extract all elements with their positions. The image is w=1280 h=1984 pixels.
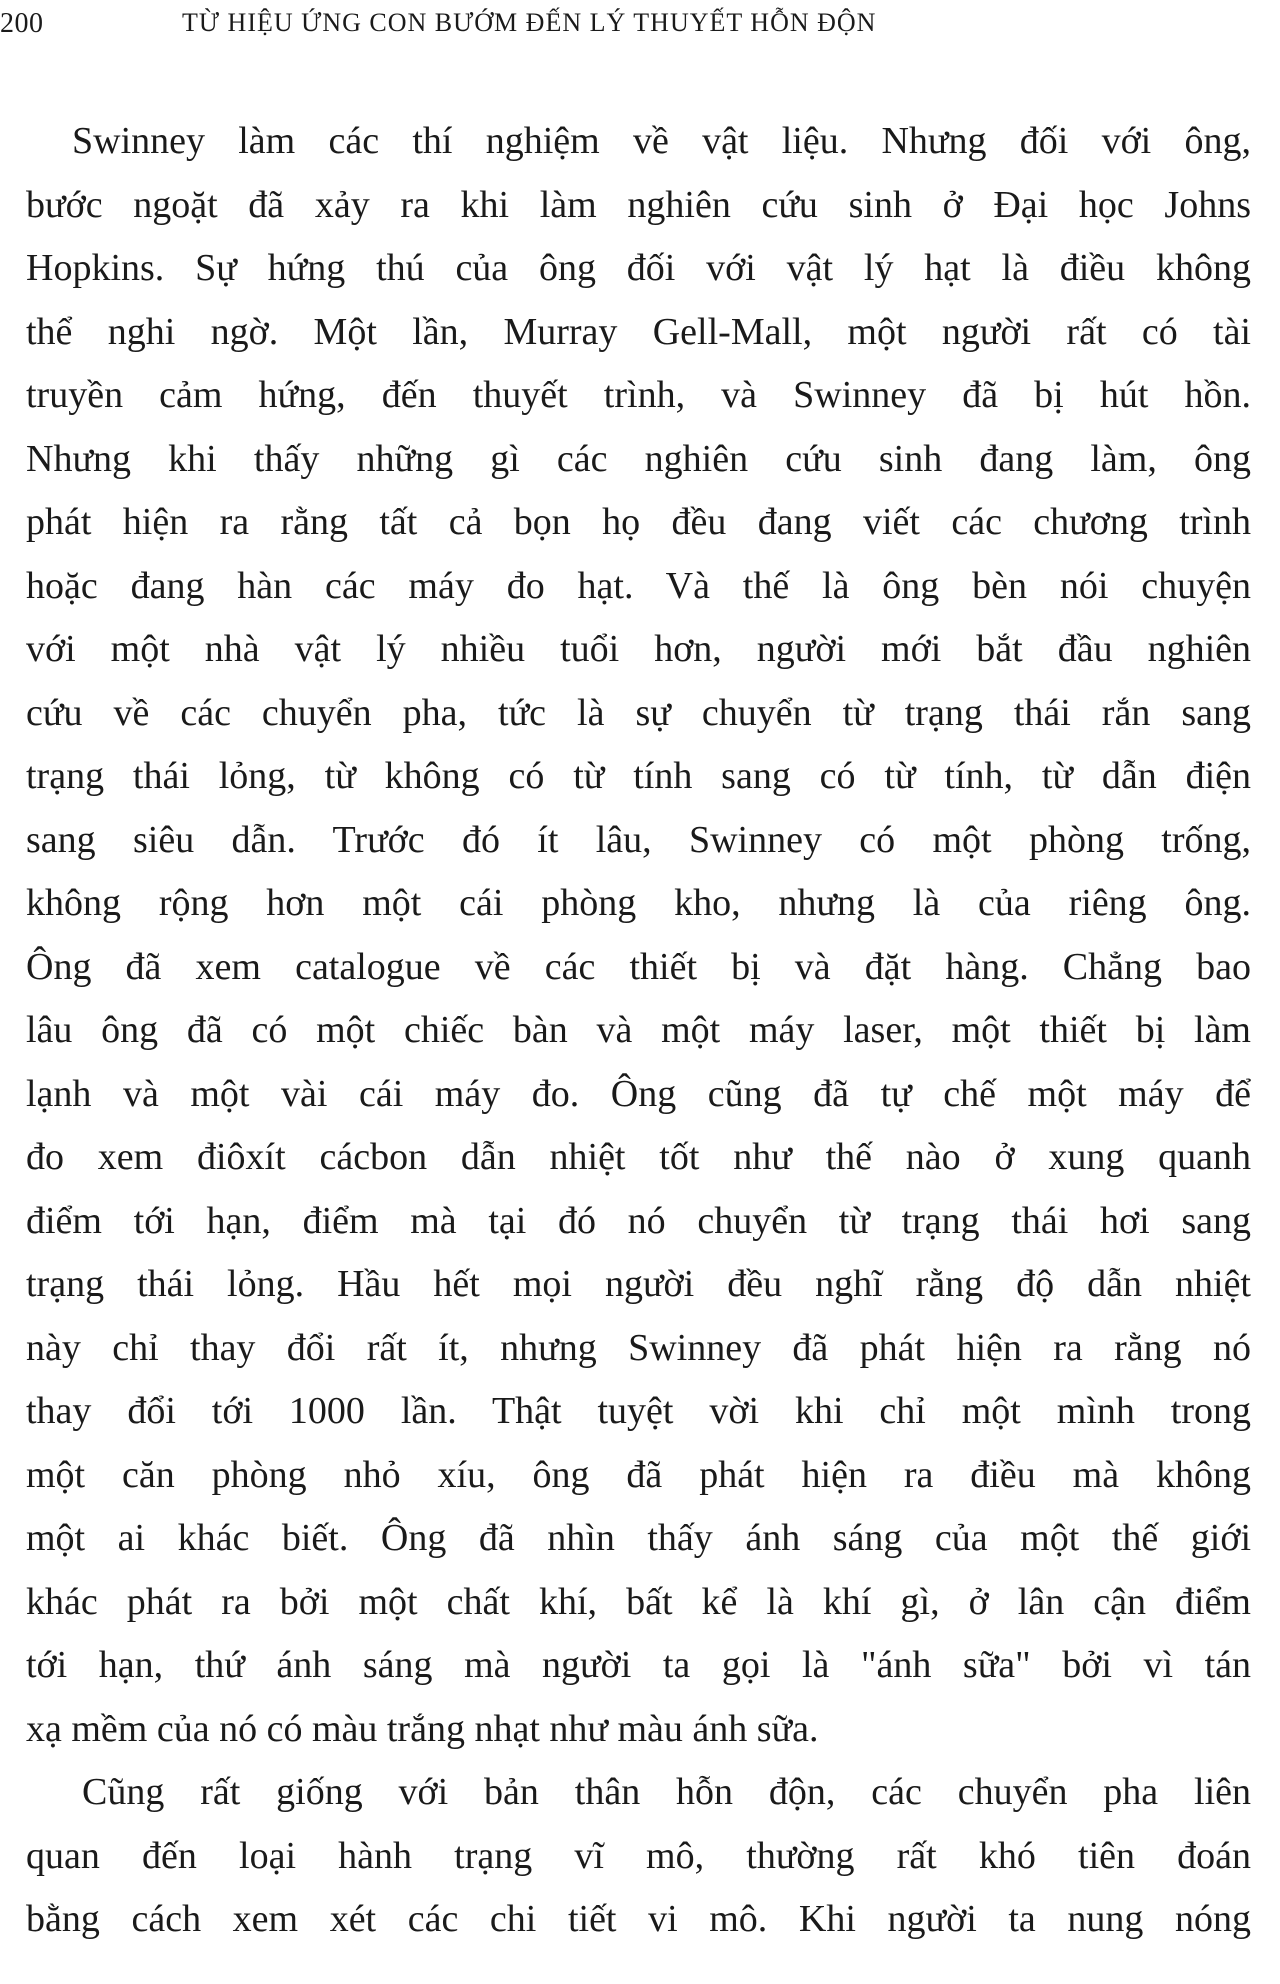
page-header bbox=[0, 8, 1160, 48]
text-line: Cũng rất giống với bản thân hỗn độn, các chuyển pha liên bbox=[82, 1771, 1251, 1813]
text-line: với một nhà vật lý nhiều tuổi hơn, người mới bắt đầu nghiên bbox=[26, 628, 1251, 670]
text-line: không rộng hơn một cái phòng kho, nhưng là của riêng ông. bbox=[26, 882, 1251, 924]
text-line: trạng thái lỏng, từ không có từ tính sang có từ tính, từ dẫn điện bbox=[26, 755, 1251, 797]
text-line: tới hạn, thứ ánh sáng mà người ta gọi là "ánh sữa" bởi vì tán bbox=[26, 1644, 1251, 1686]
text-line: này chỉ thay đổi rất ít, nhưng Swinney đã phát hiện ra rằng nó bbox=[26, 1326, 1251, 1369]
text-line: thay đổi tới 1000 lần. Thật tuyệt vời khi chỉ một mình trong bbox=[26, 1390, 1251, 1432]
text-line: hoặc đang hàn các máy đo hạt. Và thế là ông bèn nói chuyện bbox=[26, 564, 1251, 607]
text-line: phát hiện ra rằng tất cả bọn họ đều đang viết các chương trình bbox=[26, 501, 1251, 543]
text-line: Ông đã xem catalogue về các thiết bị và đặt hàng. Chẳng bao bbox=[26, 945, 1251, 988]
text-line: một căn phòng nhỏ xíu, ông đã phát hiện ra điều mà không bbox=[26, 1453, 1251, 1496]
text-line: đo xem điôxít cácbon dẫn nhiệt tốt như thế nào ở xung quanh bbox=[26, 1136, 1251, 1178]
text-line: cứu về các chuyển pha, tức là sự chuyển từ trạng thái rắn sang bbox=[26, 691, 1251, 734]
text-line: xạ mềm của nó có màu trắng nhạt như màu ánh sữa. bbox=[26, 1707, 819, 1750]
text-line: Hopkins. Sự hứng thú của ông đối với vật lý hạt là điều không bbox=[26, 247, 1251, 289]
paragraph bbox=[26, 110, 1251, 1761]
text-line: lạnh và một vài cái máy đo. Ông cũng đã tự chế một máy để bbox=[26, 1072, 1251, 1115]
text-line: sang siêu dẫn. Trước đó ít lâu, Swinney có một phòng trống, bbox=[26, 818, 1251, 861]
text-line: quan đến loại hành trạng vĩ mô, thường rất khó tiên đoán bbox=[26, 1834, 1251, 1877]
text-line: bước ngoặt đã xảy ra khi làm nghiên cứu sinh ở Đại học Johns bbox=[26, 183, 1251, 226]
body-text bbox=[26, 110, 1251, 1952]
page-number: 200 bbox=[0, 8, 44, 39]
text-line: khác phát ra bởi một chất khí, bất kể là khí gì, ở lân cận điểm bbox=[26, 1580, 1251, 1623]
text-line: thể nghi ngờ. Một lần, Murray Gell-Mall, một người rất có tài bbox=[26, 310, 1251, 353]
text-line: truyền cảm hứng, đến thuyết trình, và Swinney đã bị hút hồn. bbox=[26, 374, 1251, 416]
text-line: Nhưng khi thấy những gì các nghiên cứu sinh đang làm, ông bbox=[26, 437, 1251, 480]
text-line: Swinney làm các thí nghiệm về vật liệu. Nhưng đối với ông, bbox=[72, 120, 1251, 162]
text-line: một ai khác biết. Ông đã nhìn thấy ánh sáng của một thế giới bbox=[26, 1517, 1251, 1559]
paragraph bbox=[26, 1761, 1251, 1952]
text-line: điểm tới hạn, điểm mà tại đó nó chuyển từ trạng thái hơi sang bbox=[26, 1199, 1251, 1242]
text-line: trạng thái lỏng. Hầu hết mọi người đều nghĩ rằng độ dẫn nhiệt bbox=[26, 1263, 1251, 1305]
running-title: TỪ HIỆU ỨNG CON BƯỚM ĐẾN LÝ THUYẾT HỖN ĐỘN bbox=[182, 8, 877, 37]
text-line: lâu ông đã có một chiếc bàn và một máy laser, một thiết bị làm bbox=[26, 1009, 1251, 1051]
text-line: bằng cách xem xét các chi tiết vi mô. Khi người ta nung nóng bbox=[26, 1898, 1251, 1940]
